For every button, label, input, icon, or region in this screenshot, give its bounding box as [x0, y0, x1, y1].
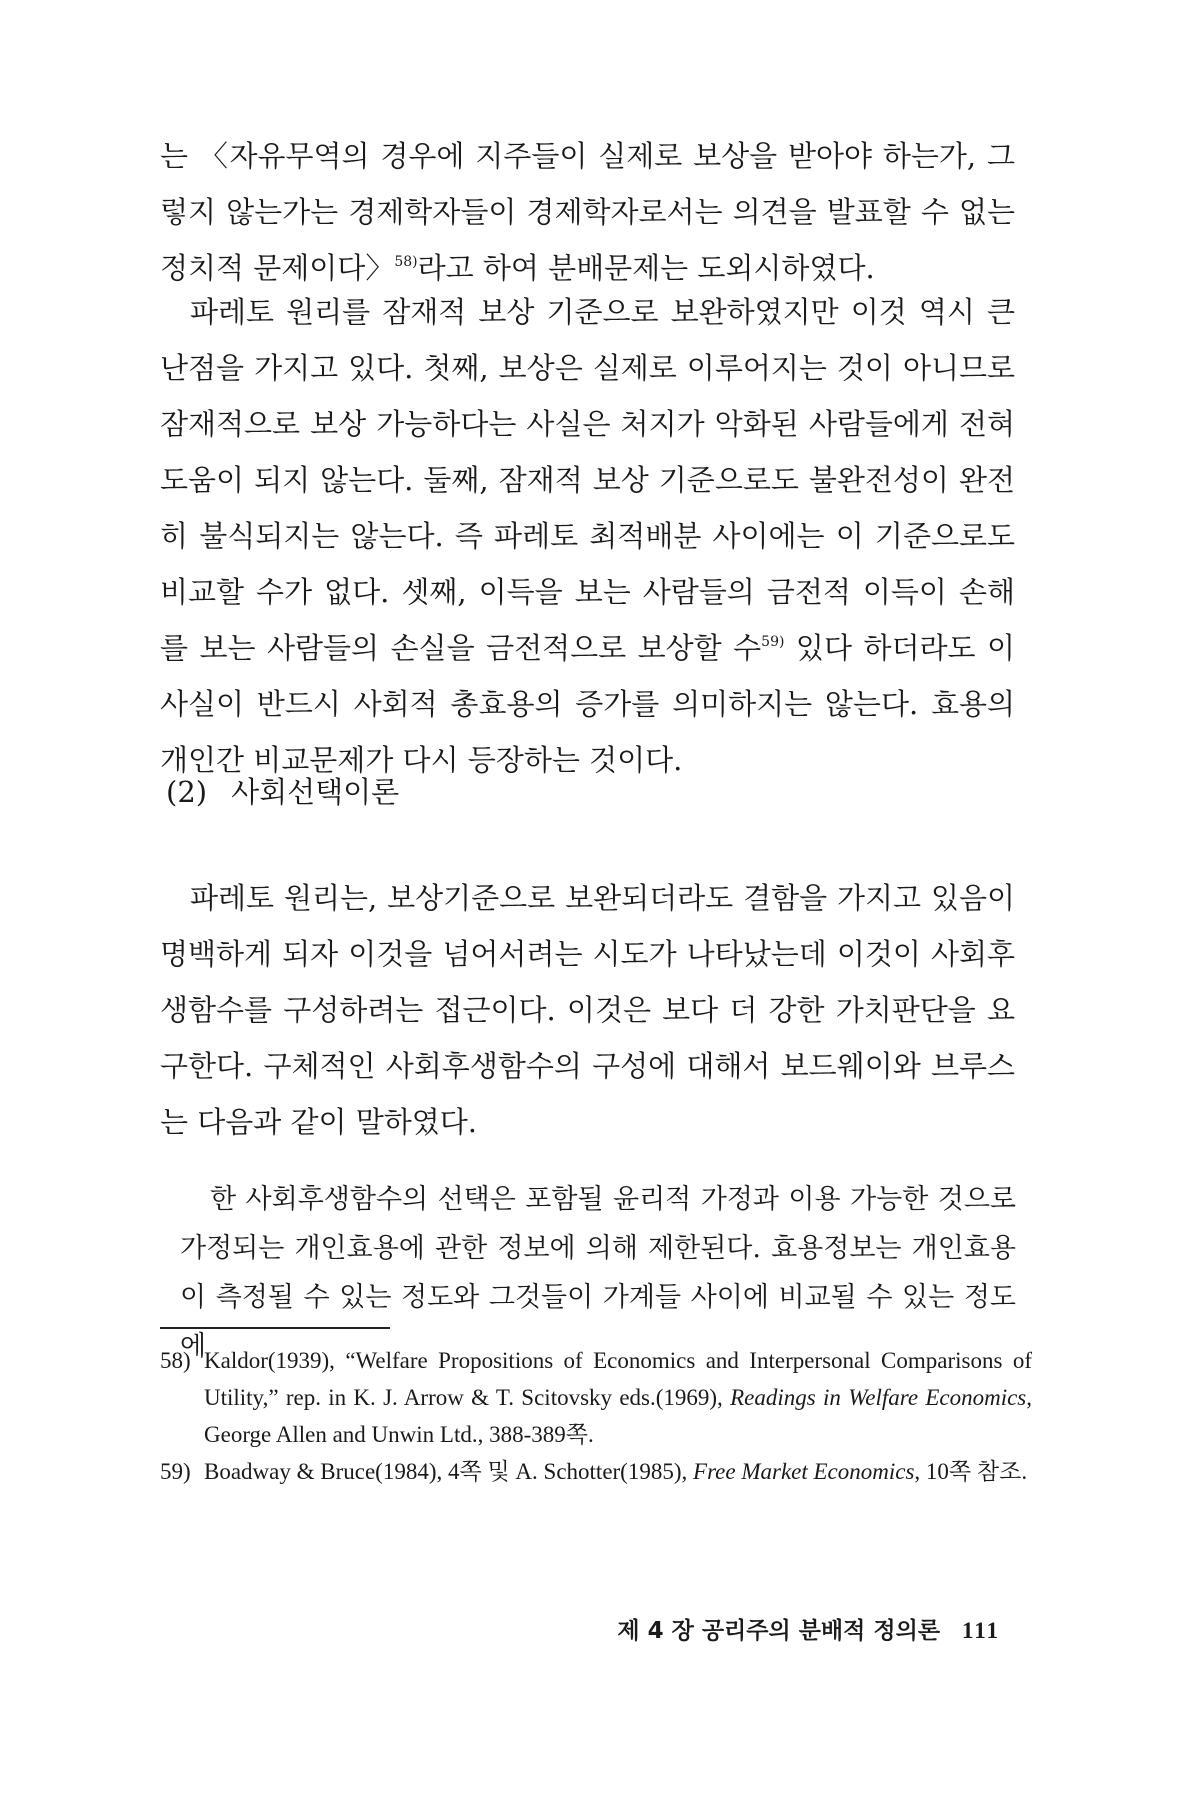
- footnote-58: [160, 1342, 1032, 1453]
- chapter-title: 제 4 장 공리주의 분배적 정의론: [617, 1618, 941, 1644]
- page-number: 111: [962, 1618, 1000, 1643]
- footnotes: [160, 1342, 1032, 1490]
- paragraph-text: 라고 하여 분배문제는 도외시하였다.: [417, 251, 875, 285]
- footnote-text: , George Allen and Unwin Ltd., 388-389쪽.: [204, 1385, 1032, 1447]
- body-paragraph-1: [160, 128, 1015, 296]
- body-paragraph-2: [160, 284, 1015, 788]
- section-number: (2): [166, 775, 208, 809]
- block-quote: 한 사회후생함수의 선택은 포함될 윤리적 가정과 이용 가능한 것으로 가정되는 개인효용에 관한 정보에 의해 제한된다. 효용정보는 개인효용이 측정될 수 있는 정도와 그것들이 가계들 사이에 비교될 수 있는 정도에: [180, 1184, 1016, 1362]
- paragraph-text: 는 〈자유무역의 경우에 지주들이 실제로 보상을 받아야 하는가, 그렇지 않는가는 경제학자들이 경제학자로서는 의견을 발표할 수 없는 정치적 문제이다〉: [160, 139, 1015, 285]
- section-title: 사회선택이론: [231, 775, 400, 809]
- footnote-text: Boadway & Bruce(1984), 4쪽 및 A. Schotter(1985),: [204, 1459, 694, 1484]
- footnote-number: 58): [160, 1348, 191, 1373]
- section-heading: [166, 770, 399, 811]
- footnote-number: 59): [160, 1459, 191, 1484]
- footnote-59: [160, 1453, 1032, 1490]
- footnote-book-title: Readings in Welfare Economics: [730, 1385, 1027, 1410]
- footnote-text: , 10쪽 참조.: [914, 1459, 1028, 1484]
- footnote-divider: [160, 1327, 390, 1329]
- footnote-book-title: Free Market Economics: [693, 1459, 915, 1484]
- footnote-ref-59: 59): [761, 634, 785, 650]
- body-paragraph-3: 파레토 원리는, 보상기준으로 보완되더라도 결함을 가지고 있음이 명백하게 되자 이것을 넘어서려는 시도가 나타났는데 이것이 사회후생함수를 구성하려는 접근이다. 이것은 보다 더 강한 가치판단을 요구한다. 구체적인 사회후생함수의 구성에 대해서 보드웨이와 브루스는 다음과 같이 말하였다.: [160, 881, 1015, 1139]
- paragraph-text: 있다 하더라도 이 사실이 반드시 사회적 총효용의 증가를 의미하지는 않는다. 효용의 개인간 비교문제가 다시 등장하는 것이다.: [160, 631, 1015, 777]
- footnote-text: Kaldor(1939), “Welfare Propositions of Economics and Interpersonal Comparisons of Utility,” rep. in K. J. Arrow & T. Scitovsky eds.(1969),: [204, 1348, 1032, 1410]
- running-footer: [617, 1612, 1000, 1645]
- footnote-ref-58: 58): [394, 254, 418, 270]
- paragraph-text: 파레토 원리를 잠재적 보상 기준으로 보완하였지만 이것 역시 큰 난점을 가지고 있다. 첫째, 보상은 실제로 이루어지는 것이 아니므로 잠재적으로 보상 가능하다는 사실은 처지가 악화된 사람들에게 전혀 도움이 되지 않는다. 둘째, 잠재적 보상 기준으로도 불완전성이 완전히 불식되지는 않는다. 즉 파레토 최적배분 사이에는 이 기준으로도 비교할 수가 없다. 셋째, 이득을 보는 사람들의 금전적 이득이 손해를 보는 사람들의 손실을 금전적으로 보상할 수: [160, 295, 1015, 665]
